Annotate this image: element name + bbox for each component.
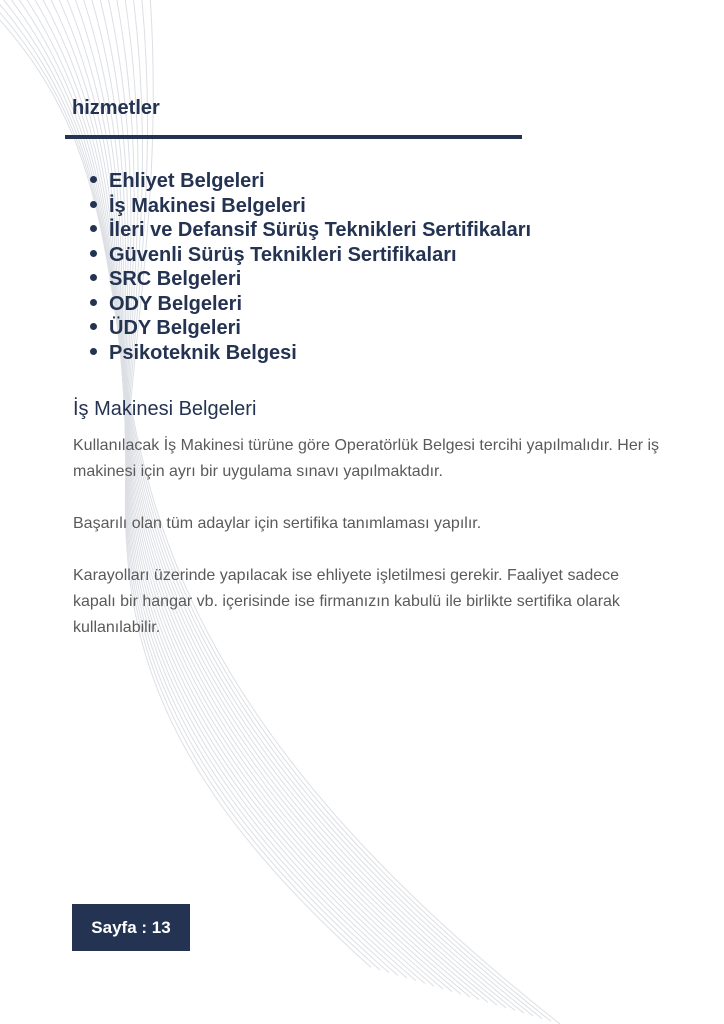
list-item-label: SRC Belgeleri (109, 268, 242, 290)
list-item (88, 243, 531, 268)
list-item (88, 218, 531, 243)
services-list (88, 169, 531, 365)
bullet-icon (90, 201, 97, 208)
page-number-badge: Sayfa : 13 (72, 904, 190, 951)
list-item (88, 316, 531, 341)
page-title: hizmetler (72, 97, 160, 119)
list-item-label: ODY Belgeleri (109, 292, 243, 315)
list-item-label: ÜDY Belgeleri (109, 317, 241, 339)
bullet-icon (90, 250, 97, 257)
paragraph: Başarılı olan tüm adaylar için sertifika tanımlaması yapılır. (73, 515, 482, 532)
list-item (88, 267, 531, 292)
list-item (88, 169, 531, 194)
list-item (88, 292, 531, 317)
list-item (88, 341, 531, 366)
bullet-icon (90, 225, 97, 232)
bullet-icon (90, 348, 97, 355)
list-item (88, 194, 531, 219)
bullet-icon (90, 299, 97, 306)
bullet-icon (90, 323, 97, 330)
list-item-label: İş Makinesi Belgeleri (109, 194, 306, 217)
list-item-label: Psikoteknik Belgesi (109, 341, 297, 364)
paragraph: Kullanılacak İş Makinesi türüne göre Operatörlük Belgesi tercihi yapılmalıdır. Her iş makinesi için ayrı bir uygulama sınavı yapılmaktadır. (73, 437, 660, 480)
bullet-icon (90, 176, 97, 183)
bullet-icon (90, 274, 97, 281)
title-divider (65, 135, 522, 139)
section-title: İş Makinesi Belgeleri (73, 398, 257, 420)
paragraph: Karayolları üzerinde yapılacak ise ehliyete işletilmesi gerekir. Faaliyet sadece kapalı bir hangar vb. içerisinde ise firmanızın kabulü ile birlikte sertifika olarak kullanılabilir. (73, 567, 620, 636)
section-body (73, 433, 663, 667)
list-item-label: Güvenli Sürüş Teknikleri Sertifikaları (109, 243, 457, 266)
list-item-label: İleri ve Defansif Sürüş Teknikleri Sertifikaları (109, 219, 532, 241)
list-item-label: Ehliyet Belgeleri (109, 170, 265, 192)
